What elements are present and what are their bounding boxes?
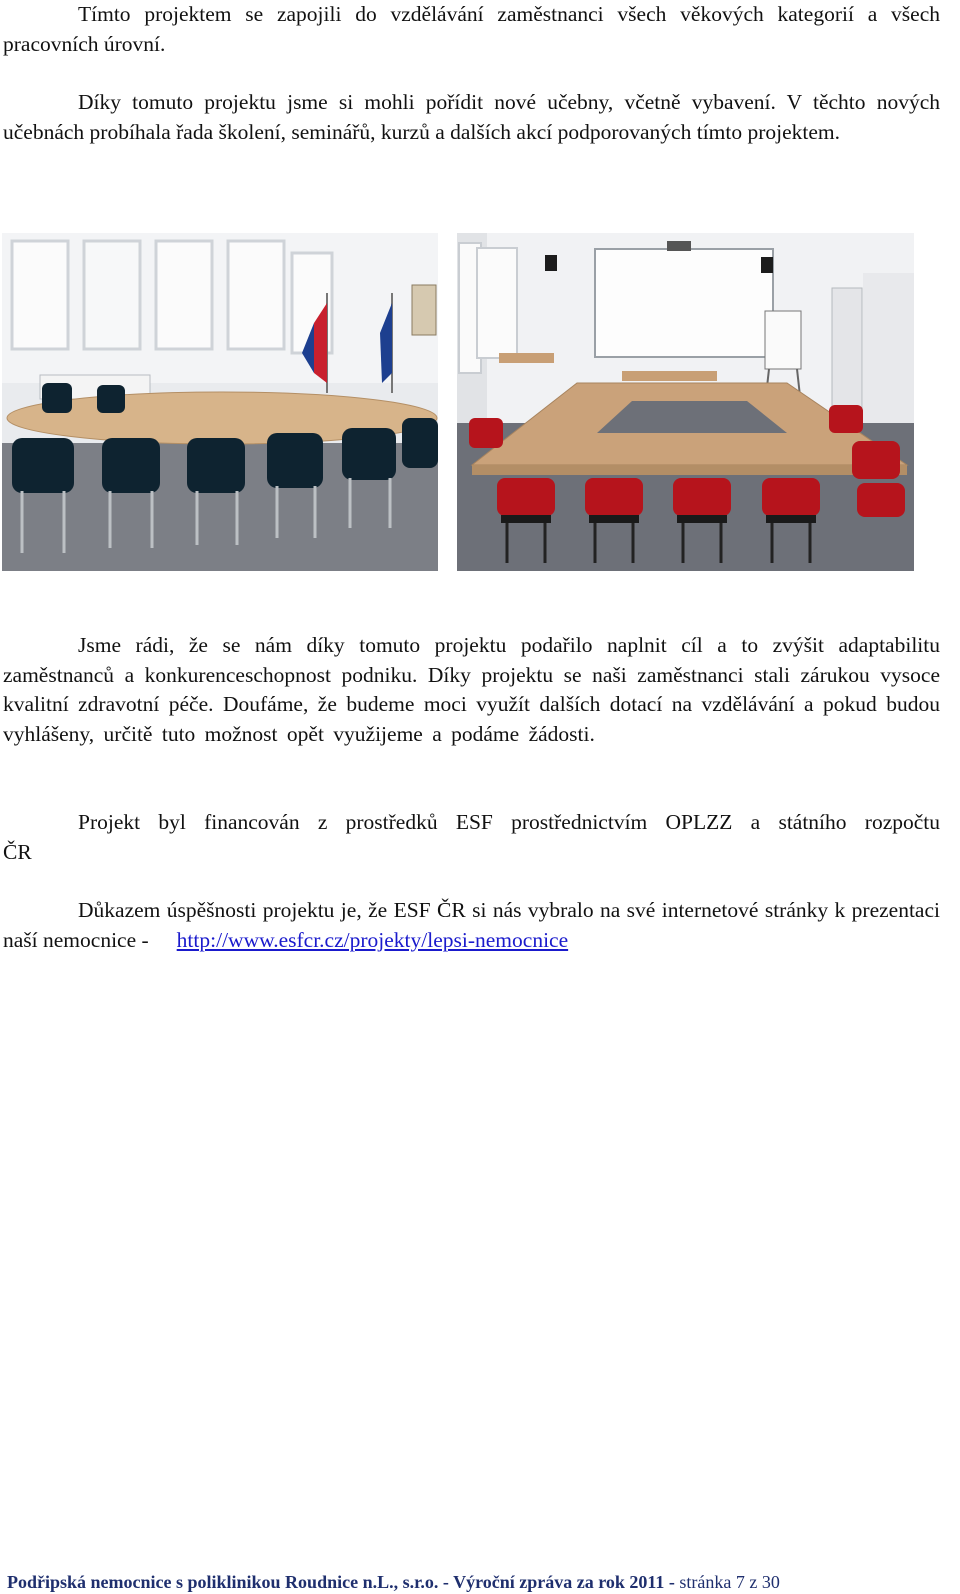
paragraph-classrooms: Díky tomuto projektu jsme si mohli pořídit nové učebny, včetně vybavení. V těchto nových učebnách probíhala řada školení, seminářů, kurzů a dalších akcí podporovaných tímto projektem. xyxy=(3,90,940,144)
paragraph-project-results: Jsme rádi, že se nám díky tomuto projektu podařilo naplnit cíl a to zvýšit adaptabilitu zaměstnanců a konkurenceschopnost podniku. Díky projektu se naši zaměstnanci stali zárukou vysoce kvalitní zdravotní péče. Doufáme, že budeme moci využít dalších dotací na vzdělávání a pokud budou vyhlášeny, určitě tuto možnost opět využijeme a podáme žádosti. xyxy=(3,633,940,746)
footer-page-number: stránka 7 z 30 xyxy=(679,1572,780,1592)
esf-project-link[interactable]: http://www.esfcr.cz/projekty/lepsi-nemocnice xyxy=(176,927,569,952)
paragraph-financing: Projekt byl financován z prostředků ESF prostřednictvím OPLZZ a státního rozpočtu ČR xyxy=(3,810,940,864)
esf-presentation-text: Důkazem úspěšnosti projektu je, že ESF ČR si nás vybralo na své internetové stránky k prezentaci naší nemocnice - xyxy=(3,898,940,952)
paragraph-participation: Tímto projektem se zapojili do vzdělávání zaměstnanci všech věkových kategorií a všech pracovních úrovní. xyxy=(3,2,940,56)
classroom-photo-oval-table xyxy=(2,233,438,571)
paragraph-esf-presentation xyxy=(3,896,940,955)
classroom-photo-u-table xyxy=(457,233,914,571)
page-footer xyxy=(7,1571,937,1593)
footer-organization: Podřipská nemocnice s poliklinikou Roudnice n.L., s.r.o. - Výroční zpráva za rok 2011 - xyxy=(7,1572,675,1592)
